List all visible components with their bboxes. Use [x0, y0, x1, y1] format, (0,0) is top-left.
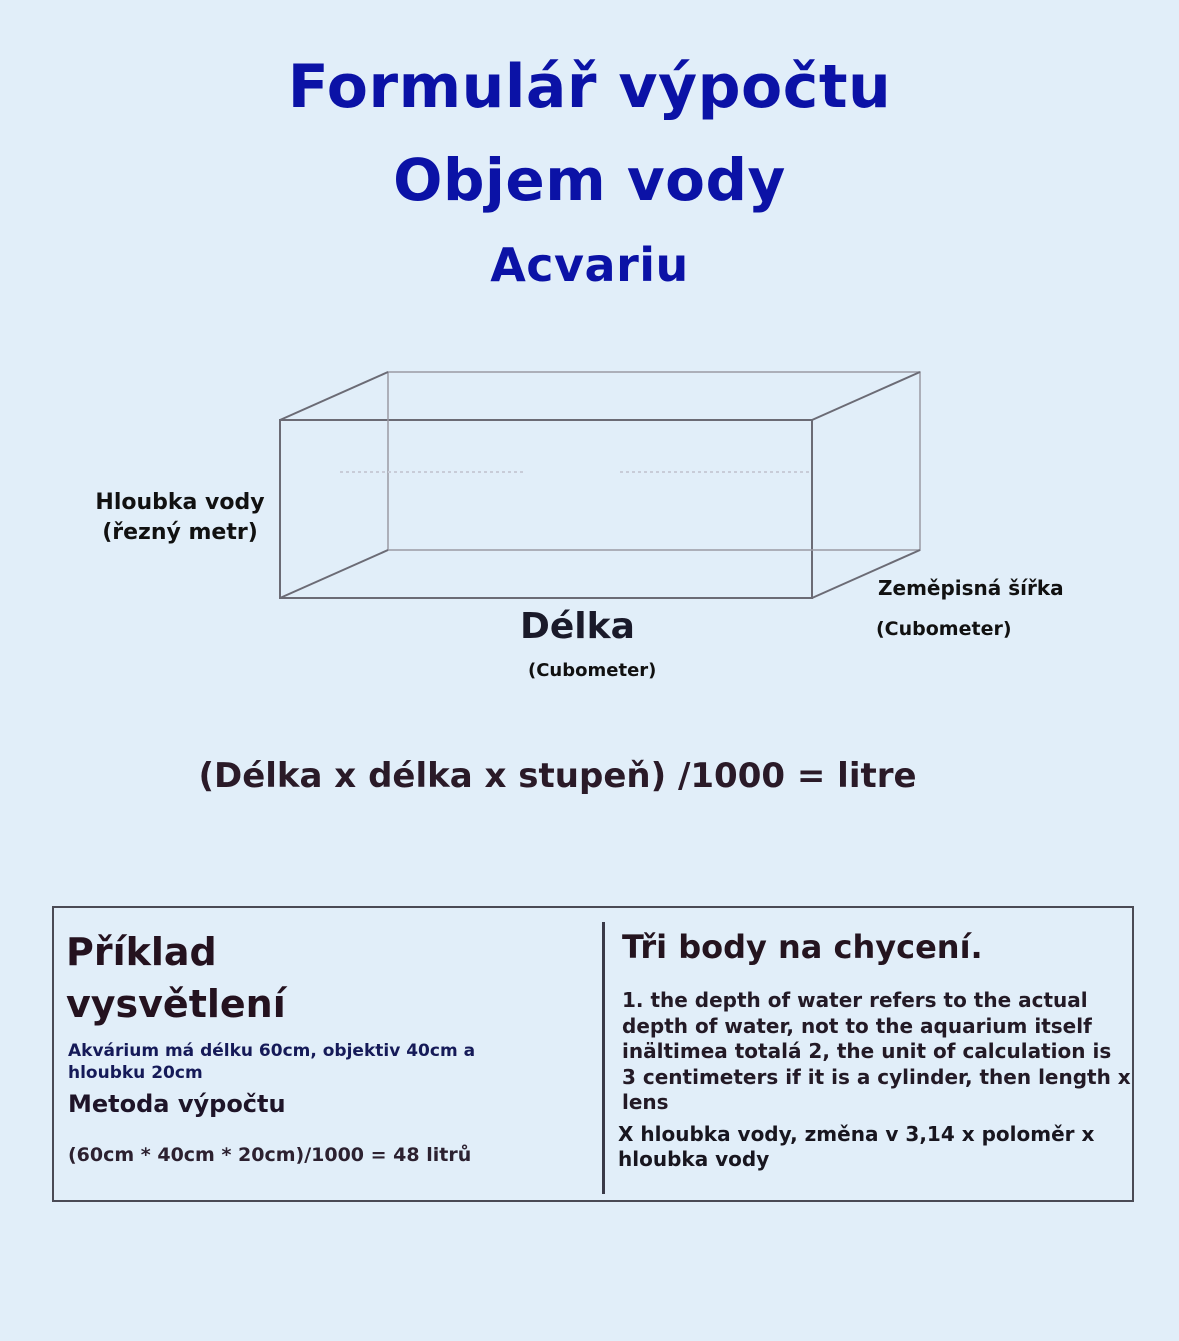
page-title: Formulář výpočtu — [287, 52, 892, 122]
volume-formula: (Délka x délka x stupeň) /1000 = litre — [198, 756, 917, 796]
example-description: Akvárium má délku 60cm, objektiv 40cm a hloubku 20cm — [68, 1041, 476, 1083]
example-title-line2: vysvětlení — [66, 982, 286, 1026]
tank-edge — [280, 550, 388, 598]
method-calculation: (60cm * 40cm * 20cm)/1000 = 48 litrů — [68, 1144, 472, 1166]
points-body: 1. the depth of water refers to the actual depth of water, not to the aquarium itself inältimea totalá 2, the unit of calculation is 3 centimeters if it is a cylinder, then length x lens — [622, 988, 1131, 1114]
depth-label-line1: Hloubka vody — [95, 490, 265, 515]
length-label: Délka — [520, 606, 635, 647]
tank-front-face — [280, 420, 812, 598]
page-subtitle: Objem vody — [393, 146, 786, 214]
length-unit: (Cubometer) — [528, 660, 657, 681]
tank-edge — [280, 372, 388, 420]
tank-edge — [812, 372, 920, 420]
width-unit: (Cubometer) — [876, 618, 1012, 640]
page-subtitle-small: Acvariu — [490, 238, 689, 292]
width-label: Zeměpisná šířka — [878, 576, 1064, 600]
depth-label — [80, 488, 280, 548]
depth-label-line2: (řezný metr) — [102, 520, 258, 545]
aquarium-diagram — [270, 360, 930, 610]
tank-back-face — [388, 372, 920, 550]
example-title — [66, 926, 566, 1030]
info-box-divider — [602, 922, 605, 1194]
example-title-line1: Příklad — [66, 930, 217, 974]
points-extra: X hloubka vody, změna v 3,14 x poloměr x hloubka vody — [618, 1122, 1095, 1171]
points-title: Tři body na chycení. — [622, 928, 983, 966]
method-title: Metoda výpočtu — [68, 1090, 286, 1118]
